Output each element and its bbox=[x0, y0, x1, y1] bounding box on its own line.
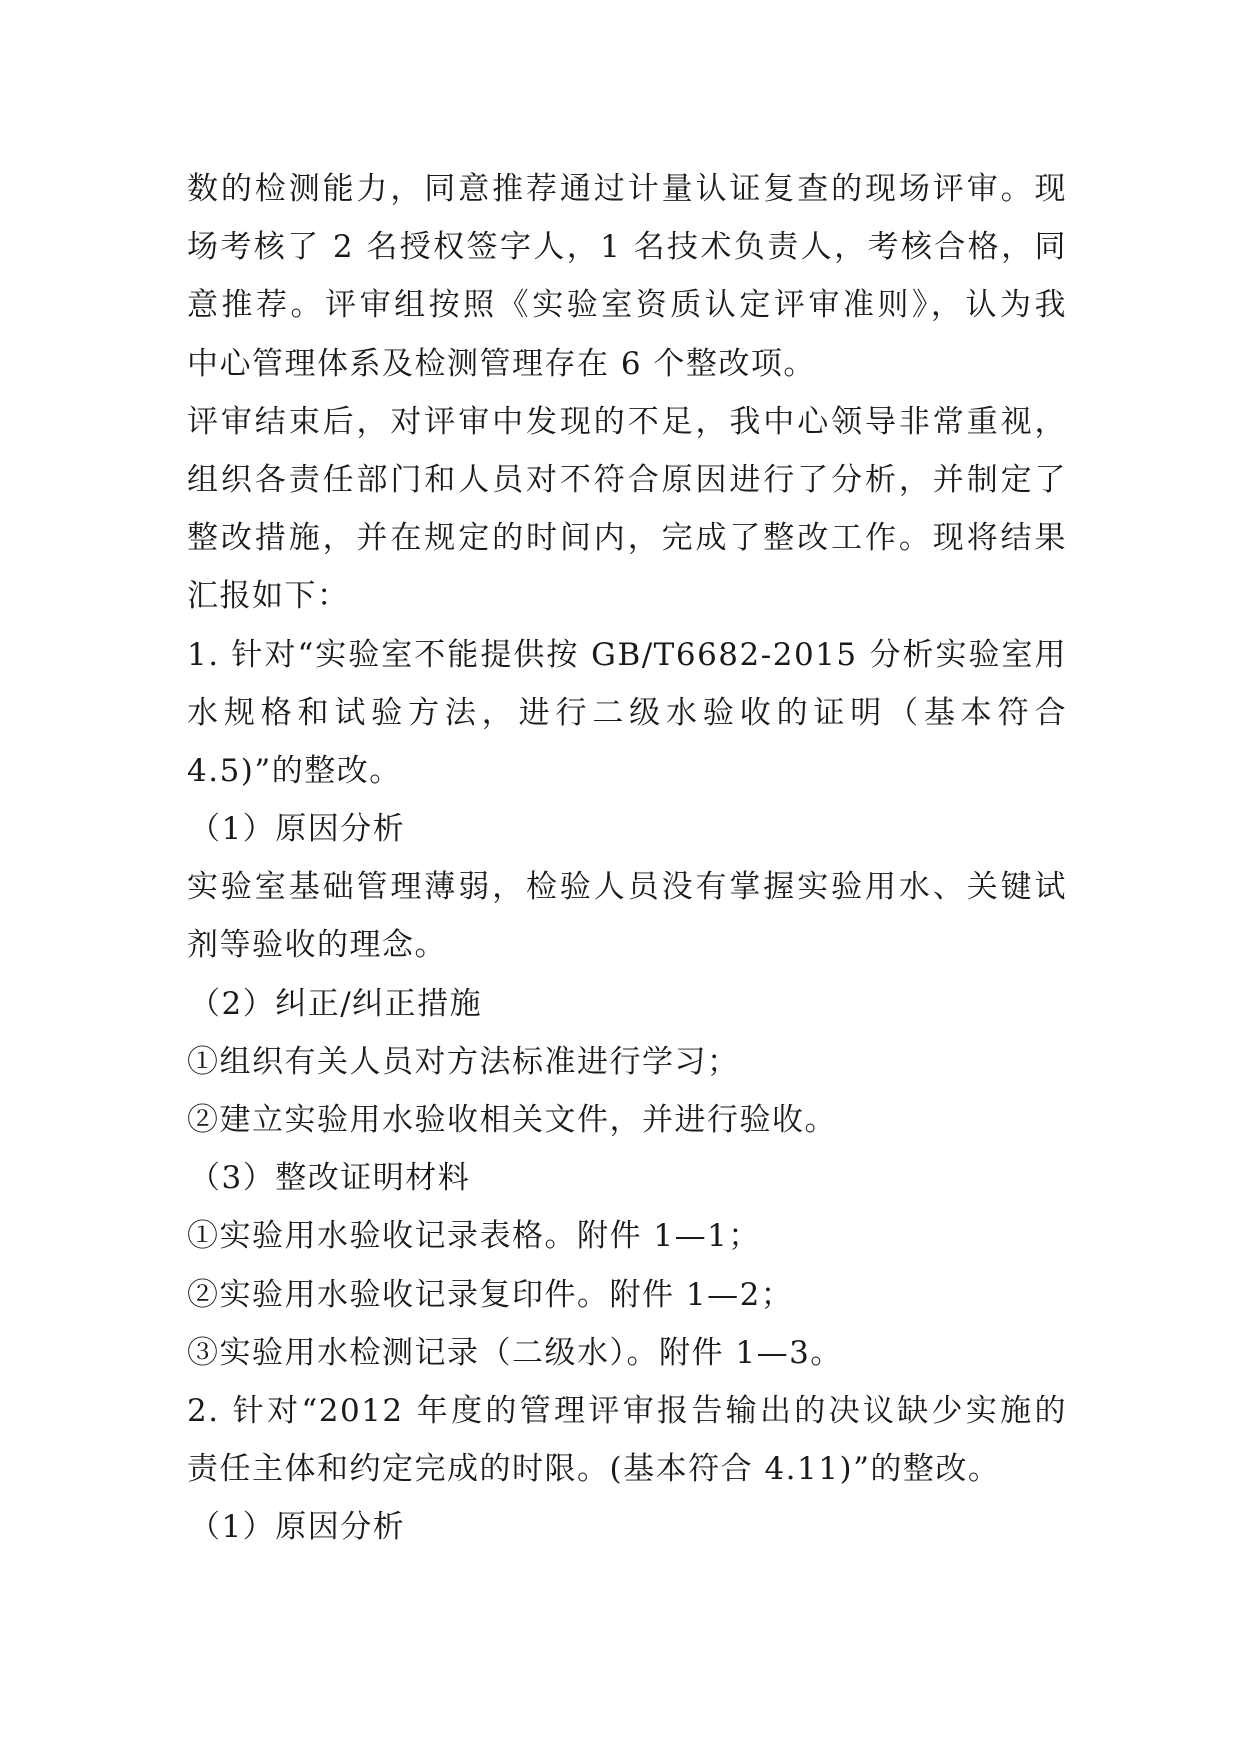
section-heading: （1）原因分析 bbox=[189, 1509, 406, 1546]
numbered-item: 2. 针对“2012 年度的管理评审报告输出的决议缺少实施的 bbox=[187, 1392, 1067, 1429]
text-line: 4.5)”的整改。 bbox=[187, 752, 402, 789]
text-line: 实验室基础管理薄弱，检验人员没有掌握实验用水、关键试 bbox=[187, 869, 1067, 906]
section-heading: （2）纠正/纠正措施 bbox=[189, 985, 483, 1022]
text-line: 场考核了 2 名授权签字人，1 名技术负责人，考核合格，同 bbox=[187, 229, 1067, 266]
document-body bbox=[187, 160, 1067, 1557]
text-line: 水规格和试验方法，进行二级水验收的证明（基本符合 bbox=[187, 694, 1067, 731]
text-line: 组织各责任部门和人员对不符合原因进行了分析，并制定了 bbox=[187, 461, 1067, 498]
text-line: 数的检测能力，同意推荐通过计量认证复查的现场评审。现 bbox=[187, 171, 1067, 207]
text-line: 剂等验收的理念。 bbox=[187, 927, 447, 964]
text-line: 意推荐。评审组按照《实验室资质认定评审准则》，认为我 bbox=[187, 287, 1067, 324]
list-item: ②实验用水验收记录复印件。附件 1—2； bbox=[187, 1276, 794, 1313]
text-line: 整改措施，并在规定的时间内，完成了整改工作。现将结果 bbox=[187, 520, 1067, 557]
text-line: 评审结束后，对评审中发现的不足，我中心领导非常重视， bbox=[187, 403, 1067, 440]
text-line: 中心管理体系及检测管理存在 6 个整改项。 bbox=[187, 345, 816, 382]
list-item: ②建立实验用水验收相关文件，并进行验收。 bbox=[187, 1102, 837, 1138]
text-line: 责任主体和约定完成的时限。(基本符合 4.11)”的整改。 bbox=[187, 1451, 1001, 1488]
section-heading: （3）整改证明材料 bbox=[189, 1160, 471, 1197]
text-line: 汇报如下： bbox=[187, 578, 350, 615]
numbered-item: 1. 针对“实验室不能提供按 GB/T6682-2015 分析实验室用 bbox=[187, 636, 1067, 673]
list-item: ①组织有关人员对方法标准进行学习； bbox=[187, 1043, 740, 1080]
list-item: ①实验用水验收记录表格。附件 1—1； bbox=[187, 1218, 761, 1255]
section-heading: （1）原因分析 bbox=[189, 811, 406, 848]
list-item: ③实验用水检测记录（二级水）。附件 1—3。 bbox=[187, 1334, 843, 1371]
